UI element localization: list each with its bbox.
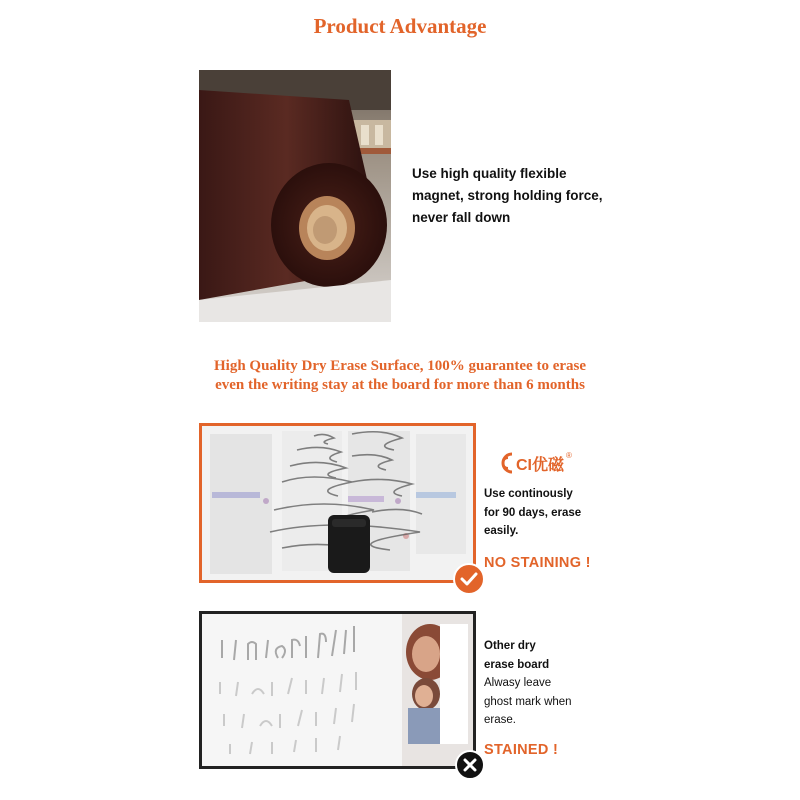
subtitle-line: High Quality Dry Erase Surface, 100% guarantee to erase xyxy=(213,358,587,374)
stained-board-photo xyxy=(199,611,476,769)
surface-subtitle xyxy=(0,357,800,395)
magnet-description-line: magnet, strong holding force, xyxy=(412,188,603,203)
no-staining-label: NO STAINING ! xyxy=(484,555,591,571)
stained-board-line: Alwasy leave xyxy=(484,677,552,689)
page-title: Product Advantage xyxy=(313,14,487,38)
magnet-description-line: Use high quality flexible xyxy=(412,166,567,181)
magnet-description xyxy=(412,163,632,229)
stained-board-description xyxy=(484,637,604,730)
stained-board-line: erase. xyxy=(484,714,516,726)
clean-board-line: for 90 days, erase xyxy=(484,506,582,519)
clean-board-description xyxy=(484,485,604,541)
clean-board-line: Use continously xyxy=(484,488,573,500)
stained-label: STAINED ! xyxy=(484,742,559,758)
check-icon xyxy=(453,563,485,595)
cross-icon xyxy=(455,750,485,780)
stained-board-line: erase board xyxy=(484,658,550,671)
clean-board-photo xyxy=(199,423,476,583)
clean-board-line: easily. xyxy=(484,525,519,537)
stained-board-line: Other dry xyxy=(484,640,536,652)
stained-board-line: ghost mark when xyxy=(484,695,572,708)
logo-registered-mark: ® xyxy=(566,451,572,460)
magnet-roll-photo xyxy=(199,70,391,322)
subtitle-line: even the writing stay at the board for more than 6 months xyxy=(215,377,585,393)
logo-text: CI优磁 xyxy=(516,457,565,474)
magnet-description-line: never fall down xyxy=(412,210,511,225)
brand-logo xyxy=(498,448,588,478)
